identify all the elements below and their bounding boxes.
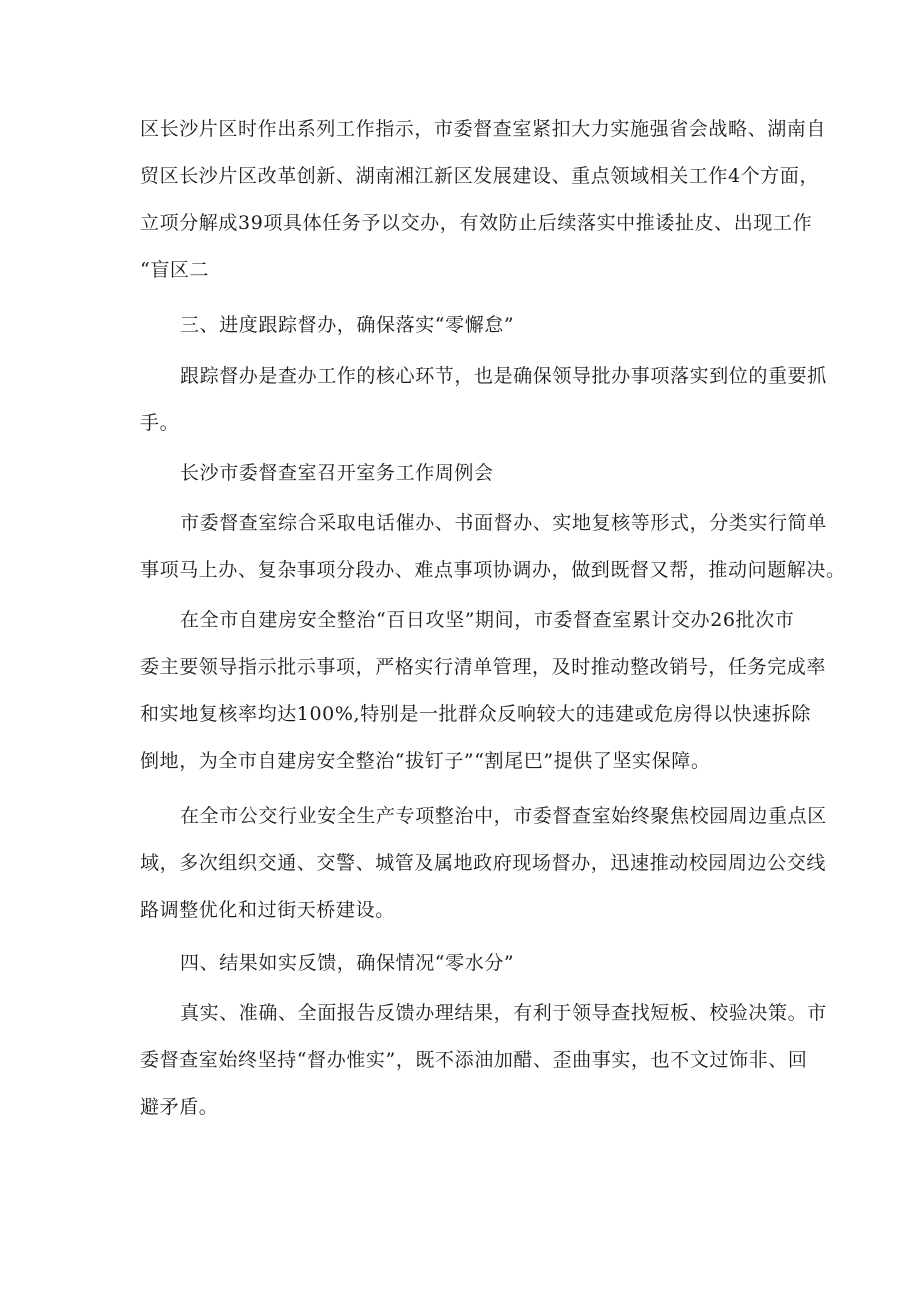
paragraph-line: 路调整优化和过街天桥建设。 [140, 899, 395, 921]
paragraph-line: 手。 [140, 412, 180, 434]
paragraph [140, 597, 827, 785]
section-heading-3 [180, 302, 840, 349]
heading-line: 三、进度跟踪督办，确保落实“零懈怠” [180, 314, 515, 336]
paragraph [140, 500, 846, 594]
paragraph-line: 贸区长沙片区改革创新、湖南湘江新区发展建设、重点领域相关工作4个方面， [140, 165, 820, 187]
paragraph-continuation [140, 106, 827, 294]
paragraph-line: 在全市公交行业安全生产专项整治中，市委督查室始终聚焦校园周边重点区 [180, 805, 827, 827]
paragraph-line: 和实地复核率均达100%,特别是一批群众反响较大的违建或危房得以快速拆除 [140, 703, 811, 725]
paragraph-line: 市委督查室综合采取电话催办、书面督办、实地复核等形式，分类实行简单 [180, 512, 827, 534]
paragraph-line: 倒地，为全市自建房安全整治“拔钉子”“割尾巴”提供了坚实保障。 [140, 750, 711, 772]
paragraph-line: 事项马上办、复杂事项分段办、难点事项协调办，做到既督又帮，推动问题解决。 [140, 559, 846, 581]
heading-line: 四、结果如实反馈，确保情况“零水分” [180, 952, 515, 974]
paragraph-line: 域，多次组织交通、交警、城管及属地政府现场督办，迅速推动校园周边公交线 [140, 852, 827, 874]
paragraph-line: 委督查室始终坚持“督办惟实”，既不添油加醋、歪曲事实，也不文过饰非、回 [140, 1049, 808, 1071]
paragraph-line: 避矛盾。 [140, 1096, 219, 1118]
paragraph-line: 在全市自建房安全整治“百日攻坚”期间，市委督查室累计交办26批次市 [180, 609, 795, 631]
paragraph [180, 450, 840, 497]
paragraph-line: 真实、准确、全面报告反馈办理结果，有利于领导查找短板、校验决策。市 [180, 1002, 827, 1024]
paragraph-line: 委主要领导指示批示事项，严格实行清单管理，及时推动整改销号，任务完成率 [140, 656, 827, 678]
paragraph-line: 区长沙片区时作出系列工作指示，市委督查室紧扣大力实施强省会战略、湖南自 [140, 118, 827, 140]
paragraph-line: 长沙市委督查室召开室务工作周例会 [180, 462, 494, 484]
paragraph-line: “盲区二 [140, 259, 210, 281]
section-heading-4 [180, 940, 840, 987]
paragraph [140, 793, 827, 934]
paragraph-line: 立项分解成39项具体任务予以交办，有效防止后续落实中推诿扯皮、出现工作 [140, 212, 813, 234]
paragraph [140, 353, 827, 447]
paragraph-line: 跟踪督办是查办工作的核心环节，也是确保领导批办事项落实到位的重要抓 [180, 365, 827, 387]
paragraph [140, 990, 827, 1131]
